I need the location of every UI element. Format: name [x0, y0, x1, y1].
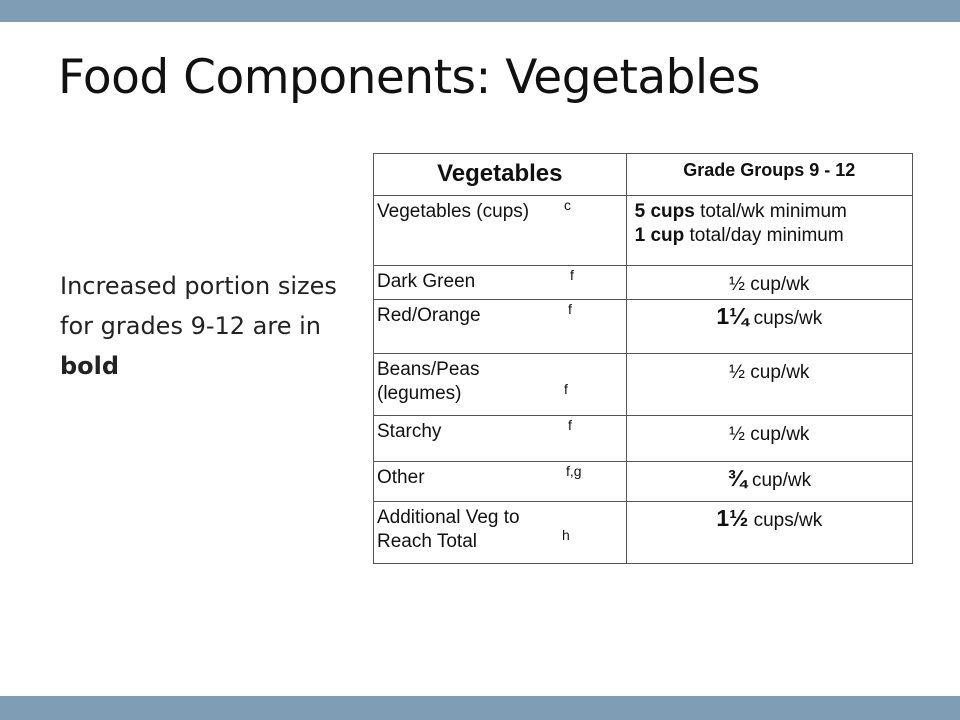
- table-row: [374, 266, 913, 300]
- body-text: [60, 266, 340, 386]
- row-label: Vegetables (cups): [377, 201, 530, 222]
- amount-rest: cup/wk: [746, 470, 812, 491]
- row-label-cell: [374, 502, 627, 564]
- footnote-marker: f: [570, 267, 574, 283]
- row-label: Starchy: [377, 421, 442, 442]
- row-label-line: Beans/Peas: [377, 359, 480, 380]
- row-label-cell: [374, 462, 627, 502]
- table-row: [374, 502, 913, 564]
- row-label-cell: [374, 300, 627, 354]
- header-grade-groups: Grade Groups 9 - 12: [626, 154, 912, 196]
- row-label-cell: [374, 266, 627, 300]
- row-amount-cell: [626, 462, 912, 502]
- row-amount-cell: [626, 502, 912, 564]
- row-label-line: Reach Total: [377, 531, 477, 552]
- amount-rest: ½ cup/wk: [729, 362, 810, 383]
- amount-rest: ½ cup/wk: [729, 274, 810, 295]
- amount-rest: cups/wk: [748, 308, 823, 329]
- table-row: [374, 196, 913, 266]
- row-amount-cell: [626, 416, 912, 462]
- footnote-marker: c: [564, 197, 571, 213]
- table-row: [374, 300, 913, 354]
- body-text-bold-word: bold: [60, 352, 120, 380]
- row-label-line: (legumes): [377, 383, 462, 404]
- footnote-marker: f: [568, 417, 572, 433]
- amount-bold: 5 cups: [634, 201, 695, 222]
- amount-bold: 1¼: [716, 303, 749, 329]
- row-label: Other: [377, 467, 425, 488]
- footnote-marker: f: [564, 381, 568, 397]
- slide-title: Food Components: Vegetables: [58, 50, 760, 105]
- table-row: [374, 462, 913, 502]
- row-label-cell: [374, 416, 627, 462]
- amount-bold: 1 cup: [634, 225, 685, 246]
- amount-rest: total/day minimum: [684, 225, 844, 246]
- body-text-prefix: Increased portion sizes for grades 9-12 are in: [60, 272, 337, 340]
- table-row: [374, 354, 913, 416]
- amount-bold: ¾: [727, 465, 747, 491]
- header-vegetables: Vegetables: [374, 154, 627, 196]
- row-label-cell: [374, 354, 627, 416]
- amount-line: [635, 224, 912, 248]
- row-amount-cell: [626, 196, 912, 266]
- row-label: Red/Orange: [377, 305, 481, 326]
- amount-rest: ½ cup/wk: [729, 424, 810, 445]
- row-amount-cell: [626, 300, 912, 354]
- top-accent-bar: [0, 0, 960, 22]
- footnote-marker: f,g: [566, 463, 582, 479]
- amount-rest: cups/wk: [748, 510, 823, 531]
- row-label: Dark Green: [377, 271, 476, 292]
- bottom-accent-bar: [0, 696, 960, 720]
- footnote-marker: f: [568, 301, 572, 317]
- amount-line: [635, 200, 912, 224]
- row-label-line: Additional Veg to: [377, 507, 520, 528]
- vegetables-table: [373, 153, 913, 564]
- row-amount-cell: [626, 354, 912, 416]
- row-amount-cell: [626, 266, 912, 300]
- table-header-row: [374, 154, 913, 196]
- amount-rest: total/wk minimum: [694, 201, 847, 222]
- table-row: [374, 416, 913, 462]
- row-label-cell: [374, 196, 627, 266]
- footnote-marker: h: [562, 527, 570, 543]
- amount-bold: 1½: [716, 505, 749, 531]
